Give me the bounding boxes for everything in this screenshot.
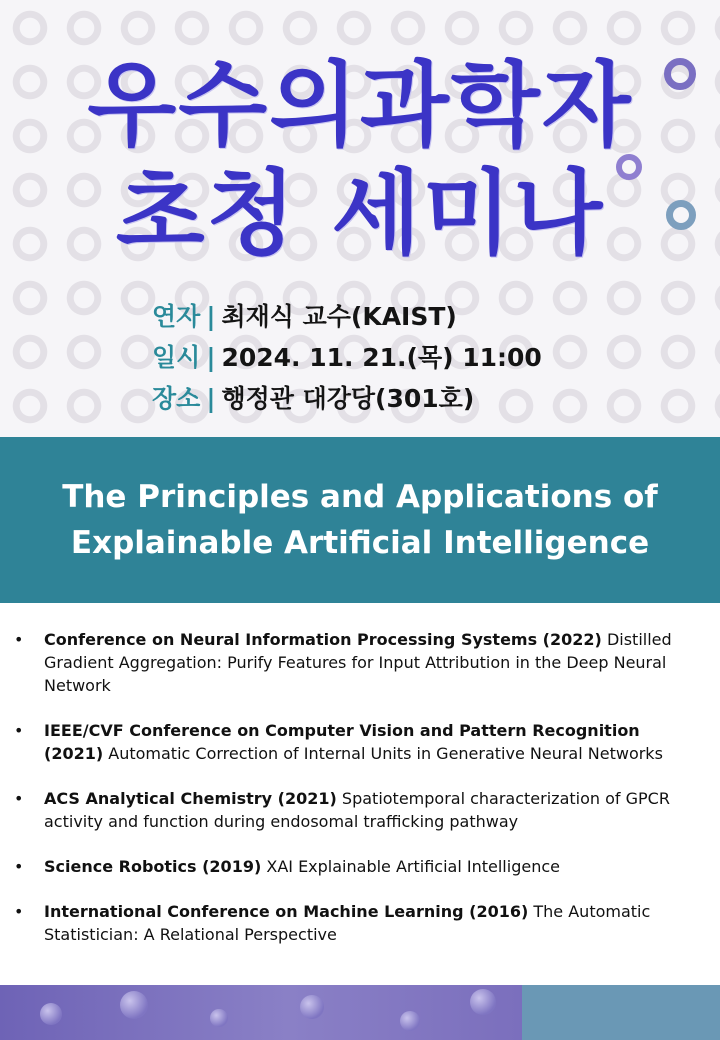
- molecule-icon: [300, 995, 324, 1019]
- venue-key: 장소: [152, 384, 201, 413]
- speaker-value: 최재식 교수(KAIST): [221, 302, 457, 331]
- datetime-row: [152, 337, 542, 378]
- publication-title: Distilled Gradient Aggregation: Purify Features for Input Attribution in the Deep Neural Network: [44, 630, 672, 695]
- list-item: [14, 900, 704, 946]
- list-item: [14, 719, 704, 765]
- venue-value: 행정관 대강당(301호): [221, 384, 475, 413]
- title-line-2: 초청 세미나: [115, 160, 605, 267]
- publication-title: Spatiotemporal characterization of GPCR activity and function during endosomal trafficking pathway: [44, 789, 670, 831]
- talk-title-banner: [0, 437, 720, 603]
- header-section: [0, 0, 720, 437]
- title-line-1: 우수의과학자: [87, 52, 633, 159]
- molecule-icon: [120, 991, 148, 1019]
- molecule-icon: [400, 1011, 420, 1031]
- ring-icon: [616, 154, 642, 180]
- datetime-value: 2024. 11. 21.(목) 11:00: [221, 343, 542, 372]
- datetime-key: 일시: [152, 343, 201, 372]
- bullet-icon: •: [14, 857, 24, 876]
- molecule-icon: [210, 1009, 228, 1027]
- separator: |: [206, 343, 216, 372]
- bullet-icon: •: [14, 789, 24, 808]
- publication-venue: IEEE/CVF Conference on Computer Vision and Pattern Recognition (2021): [44, 721, 640, 763]
- list-item: [14, 787, 704, 833]
- talk-title-line-1: The Principles and Applications of: [62, 479, 658, 515]
- publication-title: Automatic Correction of Internal Units in Generative Neural Networks: [108, 744, 663, 763]
- bullet-icon: •: [14, 902, 24, 921]
- publication-venue: Science Robotics (2019): [44, 857, 262, 876]
- venue-row: [152, 378, 542, 419]
- publication-venue: Conference on Neural Information Processing Systems (2022): [44, 630, 602, 649]
- bullet-icon: •: [14, 721, 24, 740]
- speaker-key: 연자: [152, 302, 201, 331]
- molecule-icon: [40, 1003, 62, 1025]
- footer-strip: [0, 985, 720, 1040]
- seminar-info: [152, 296, 542, 419]
- publication-venue: International Conference on Machine Learning (2016): [44, 902, 529, 921]
- list-item: [14, 628, 704, 697]
- publication-venue: ACS Analytical Chemistry (2021): [44, 789, 337, 808]
- publication-title: XAI Explainable Artificial Intelligence: [266, 857, 560, 876]
- footer-accent-block: [522, 985, 720, 1040]
- publication-list: [14, 628, 704, 968]
- ring-icon: [666, 200, 696, 230]
- publication-title: The Automatic Statistician: A Relational Perspective: [44, 902, 651, 944]
- list-item: [14, 855, 704, 878]
- molecule-icon: [470, 989, 496, 1015]
- bullet-icon: •: [14, 630, 24, 649]
- separator: |: [206, 384, 216, 413]
- ring-icon: [664, 58, 696, 90]
- talk-title-line-2: Explainable Artificial Intelligence: [70, 525, 650, 561]
- speaker-row: [152, 296, 542, 337]
- separator: |: [206, 302, 216, 331]
